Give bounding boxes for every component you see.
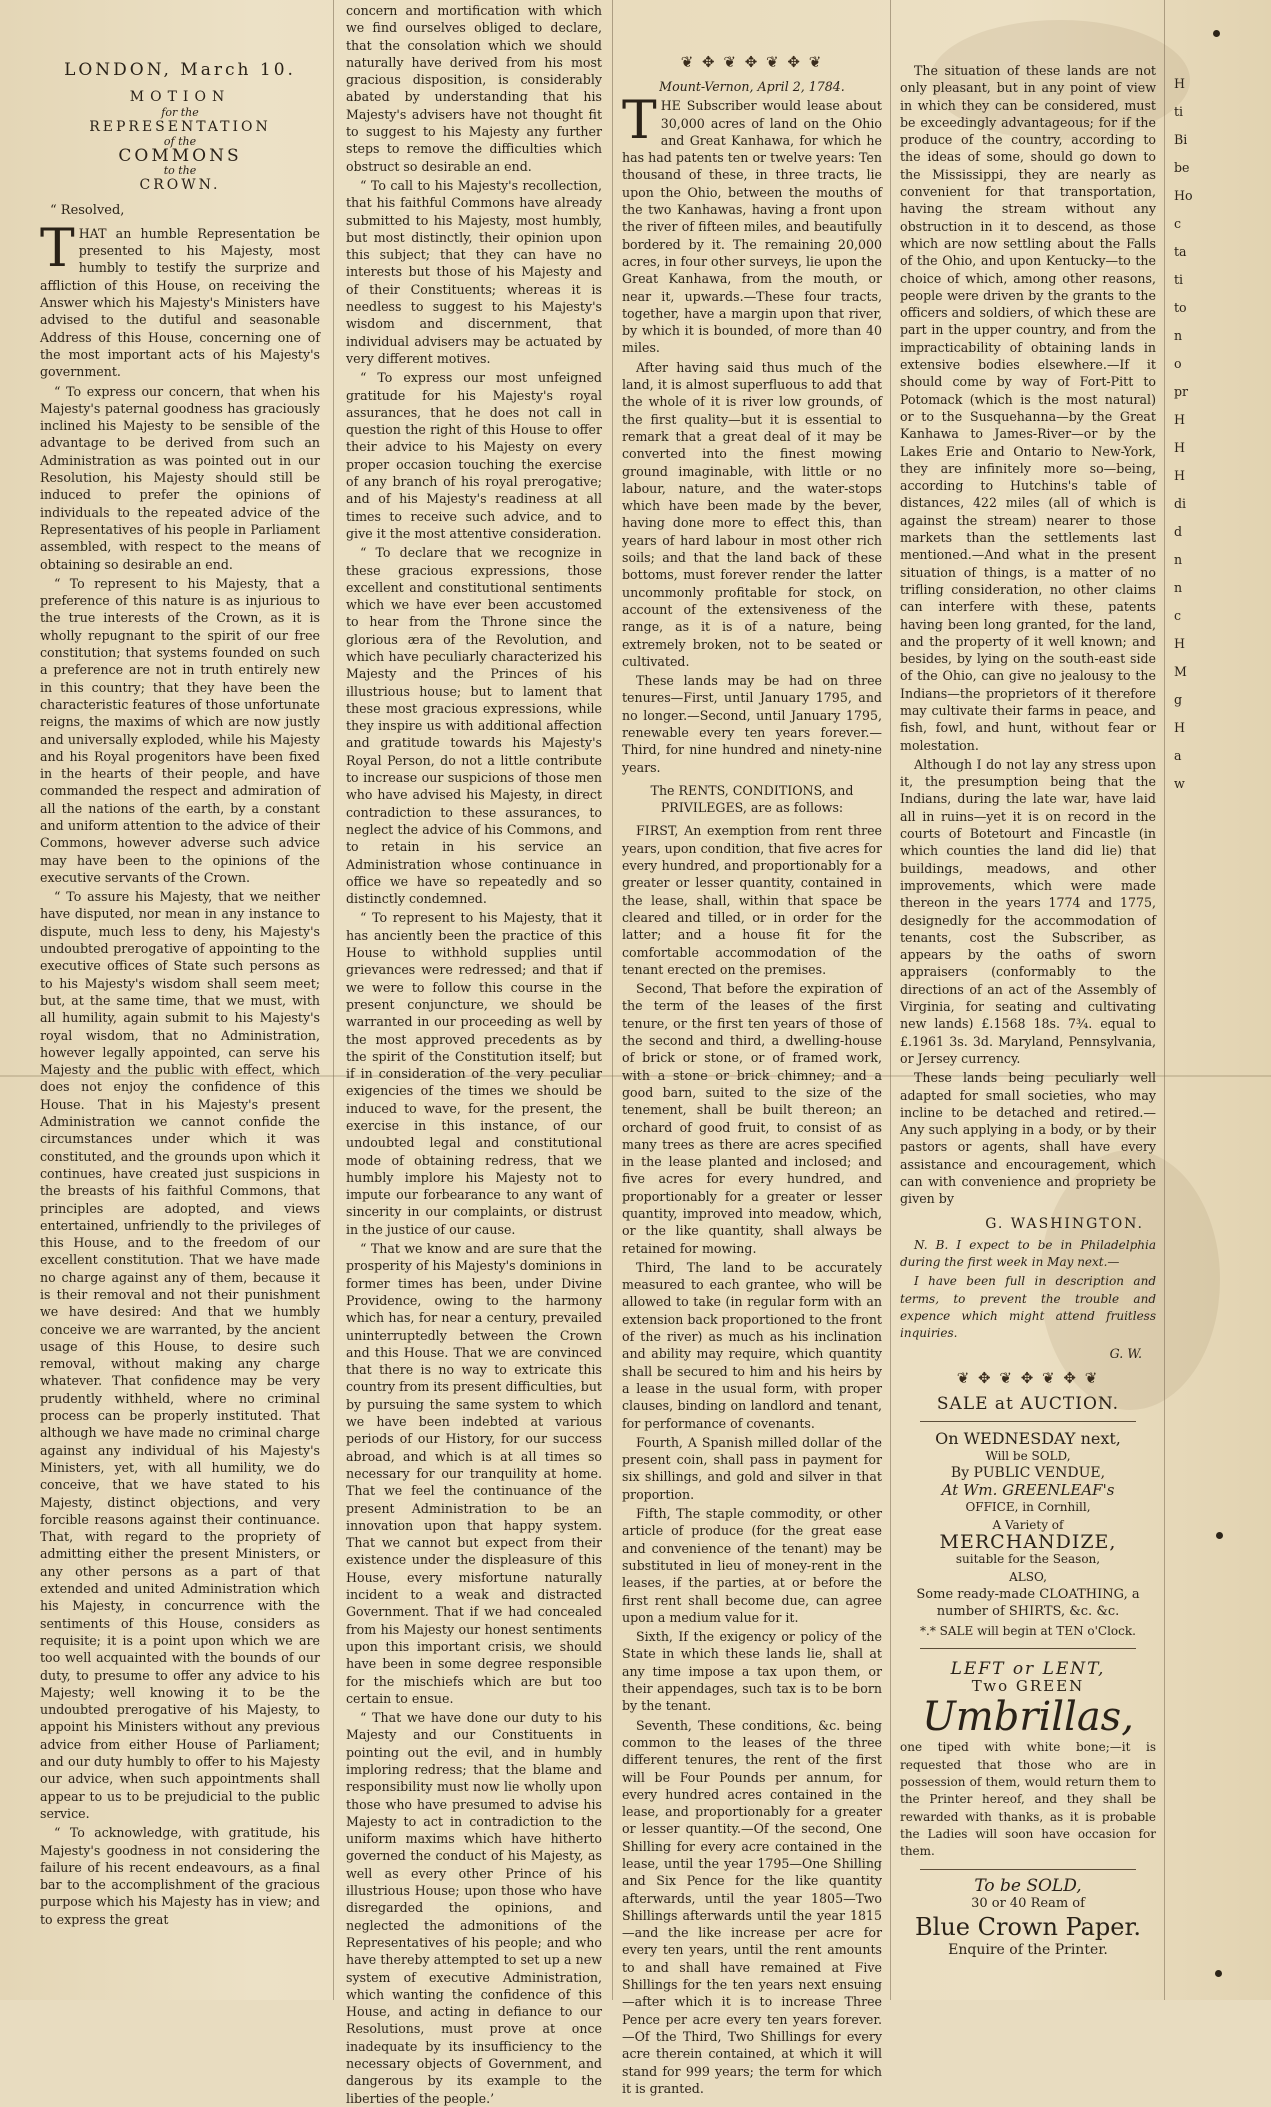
auction-also: ALSO, [1009,1569,1047,1584]
drop-cap: T [40,218,75,279]
nb-signature: G. W. [1109,1345,1142,1361]
resolved: “ Resolved, [50,202,125,218]
signature-washington: G. WASHINGTON. [985,1215,1144,1232]
edge-fragment: ti [1174,104,1184,119]
auction-merchandize: MERCHANDIZE, [939,1531,1117,1554]
paragraph: “ To express our concern, that when his Majesty's paternal goodness has graciously inclined his Majesty to be sensible of the advantage to be derived from such an Administration as was pointed out in our Resolution, his Majesty should still be induced to prefer the opinions of individuals to the repeated advice of the Representatives of his people in Parliament assembled, with respect to the means of obtaining so desirable an end. [40,383,320,572]
dateline-mount-vernon: Mount-Vernon, April 2, 1784. [659,79,845,94]
ream-count: 30 or 40 Ream of [971,1895,1085,1911]
edge-fragment: M [1174,664,1187,679]
ornament-border: ❦ ✥ ❦ ✥ ❦ ✥ ❦ [956,1368,1100,1387]
edge-fragment: ti [1174,272,1184,287]
edge-fragment: g [1174,692,1183,707]
auction-cloathing: Some ready-made CLOATHING, a number of SHIRTS, &c. &c. [916,1586,1140,1620]
auction-suitable: suitable for the Season, [955,1552,1101,1567]
nb-note: I have been full in description and terms, to prevent the trouble and expence which might attend fruitless inquiries. [900,1274,1156,1341]
edge-fragment: n [1174,552,1183,567]
edge-fragment: w [1174,776,1185,791]
edge-fragment: H [1174,636,1185,651]
paragraph: These lands may be had on three tenures—First, until January 1795, and no longer.—Second, until January 1795, renewable every ten years forever.—Third, for nine hundred and ninety-nine years. [622,673,882,775]
ornament-border: ❦ ✥ ❦ ✥ ❦ ✥ ❦ [680,53,824,71]
column-rule [1164,0,1165,2000]
paragraph: THAT an humble Representation be presented to his Majesty, most humbly to testify the surprize and affliction of this House, on receiving the Answer which his Majesty's Ministers have advised to the dutiful and seasonable Address of this House, concerning one of the most important acts of his Majesty's government. [40,218,320,380]
edge-fragment: H [1174,720,1185,735]
edge-fragment: pr [1174,384,1189,399]
edge-fragment: H [1174,468,1185,483]
edge-fragment: H [1174,412,1185,427]
for-the: for the [161,105,199,119]
motion-heading: MOTION [129,89,231,106]
edge-fragment: c [1174,608,1182,623]
edge-fragment: c [1174,216,1182,231]
paragraph: After having said thus much of the land, it is almost superfluous to add that the whole of it is river low grounds, of the first quality—but it is essential to remark that a great deal of it may be converted into the finest mowing ground imaginable, with little or no labour, nature, and the water-stops which have been made by the bever, having done more to effect this, than years of hard labour in most other rich soils; and that the land back of these bottoms, must forever render the latter uncommonly profitable for stock, on account of the extensiveness of the range, as it is of a nature, being extremely broken, not to be seated or cultivated. [622,359,882,669]
commons-heading: COMMONS [118,145,242,166]
edge-fragment: be [1174,160,1190,175]
paragraph: FIRST, An exemption from rent three years, upon condition, that five acres for every hundred, and proportionably for a greater or lesser quantity, contained in the lease, shall, within that space be cleared and tilled, or in order for the latter; and a house fit for the comfortable accommodation of the tenant erected on the premises. [622,823,882,977]
auction-title: SALE at AUCTION. [936,1393,1120,1414]
edge-fragment: o [1174,356,1182,371]
paragraph: concern and mortification with which we find ourselves obliged to declare, that the consolation which we should naturally have derived from his most gracious disposition, is considerably abated by understanding that his Majesty's advisers have not thought fit to suggest to his Majesty any further steps to remove the difficulties which obstruct so desirable an end. [346,3,602,174]
auction-office: At Wm. GREENLEAF's [941,1481,1115,1500]
paragraph: Although I do not lay any stress upon it, the presumption being that the Indians, during the late war, have laid all in ruins—yet it is on record in the courts of Botetourt and Fincastle (in which counties the land did lie) that buildings, meadows, and other improvements, which were made thereon in the years 1774 and 1775, designedly for the accommodation of tenants, cost the Subscriber, as appears by the oaths of sworn appraisers (conformably to the directions of an act of the Assembly of Virginia, for seating and cultivating new lands) £.1568 18s. 7¾. equal to £.1961 3s. 3d. Maryland, Pennsylvania, or Jersey currency. [900,756,1156,1066]
of-the: of the [163,134,197,148]
paragraph: “ To declare that we recognize in these gracious expressions, those excellent and constitutional sentiments which we have ever been accustomed to hear from the Throne since the glorious æra of the Revolution, and which have peculiarly characterized his Majesty and the Princes of his illustrious house; but to lament that these most gracious expressions, while they inspire us with additional affection and gratitude towards his Majesty's Royal Person, do not a little contribute to increase our suspicions of those men who have advised his Majesty, in direct contradiction to these assurances, to neglect the advice of his Commons, and to retain in his service an Administration whose continuance in office we have so repeatedly and so distinctly condemned. [346,545,602,907]
paragraph: Third, The land to be accurately measured to each grantee, who will be allowed to take (in regular form with an extension back proportioned to the front of the river) as much as his inclination and ability may require, which quantity shall be secured to him and his heirs by a lease in the usual form, with proper clauses, binding on landlord and tenant, for performance of covenants. [622,1259,882,1431]
dateline-london: LONDON, March 10. [64,60,296,80]
drop-cap: T [622,91,657,152]
paragraph: “ To assure his Majesty, that we neither have disputed, nor mean in any instance to dispute, much less to deny, his Majesty's undoubted prerogative of appointing to the executive offices of State such persons as to his Majesty's wisdom shall seem meet; but, at the same time, that we must, with all humility, again submit to his Majesty's royal wisdom, that no Administration, however legally appointed, can serve his Majesty and the public with effect, which does not enjoy the confidence of this House. That in his Majesty's present Administration we cannot confide the circumstances under which it was constituted, and the grounds upon which it continues, have created just suspicions in the breasts of his faithful Commons, that principles are adopted, and views entertained, unfriendly to the privileges of this House, and to the freedom of our excellent constitution. That we have made no charge against any of them, because it is their removal and not their punishment we have desired: And that we humbly conceive we are warranted, by the ancient usage of this House, to desire such removal, without making any charge whatever. That confidence may be very prudently withheld, where no criminal process can be properly instituted. That although we have made no criminal charge against any individual of his Majesty's Ministers, yet, with all humility, we do conceive, that we have stated to his Majesty, distinct objections, and very forcible reasons against their continuance. That, with regard to the propriety of admitting either the present Ministers, or any other persons as a part of that extended and united Administration which his Majesty, in concurrence with the sentiments of this House, considers as requisite; it is a point upon which we are too well acquainted with the bounds of our duty, to presume to offer any advice to his Majesty; well knowing it to be the undoubted prerogative of his Majesty, to appoint his Ministers without any previous advice from either House of Parliament; and our duty humbly to offer to his Majesty our advice, when such appointments shall appear to us to be prejudicial to the public service. [40,889,320,1821]
paragraph: These lands being peculiarly well adapted for small societies, who may incline to be detached and retired.—Any such applying in a body, or by their pastors or agents, shall have every assistance and encouragement, which can with convenience and propriety be given by [900,1070,1156,1207]
umbrillas-heading: Umbrillas, [922,1694,1134,1741]
edge-fragment: n [1174,328,1183,343]
paragraph: “ To call to his Majesty's recollection, that his faithful Commons have already submitted to his Majesty, most humbly, but most distinctly, their opinion upon this subject; that they can have no interests but those of his Majesty and of their Constituents; whereas it is needless to suggest to his Majesty's wisdom and discernment, that individual advisers may be actuated by very different motives. [346,177,602,366]
edge-fragment: Bi [1174,132,1188,147]
two-green: Two GREEN [971,1677,1085,1696]
paragraph: “ To represent to his Majesty, that a preference of this nature is as injurious to the true interests of the Crown, as it is wholly repugnant to the spirit of our free constitution; that systems founded on such a preference are not in truth entirely new in this country; that they have been the characteristic features of those unfortunate reigns, the maxims of which are now justly and universally exploded, while his Majesty and his Royal progenitors have been fixed in the hearts of their people, and have commanded the respect and admiration of all the nations of the earth, by a constant and uniform attention to the advice of their Commons, however adverse such advice may have been to the opinions of the executive servants of the Crown. [40,575,320,885]
auction-when: On WEDNESDAY next, [935,1429,1121,1449]
umbrellas-body: one tiped with white bone;—it is requested that those who are in possession of them, would return them to the Printer hereof, and they shall be rewarded with thanks, as it is probable the Ladies will soon have occasion for them. [900,1740,1156,1859]
paragraph: Seventh, These conditions, &c. being common to the leases of the three different tenures, the rent of the first will be Four Pounds per annum, for every hundred acres contained in the lease, and proportionably for a greater or lesser quantity.—Of the second, One Shilling for every acre contained in the lease, until the year 1795—One Shilling and Six Pence for the like quantity afterwards, until the year 1805—Two Shillings afterwards until the year 1815—and the like increase per acre for every ten years, until the rent amounts to and shall have remained at Five Shillings for the ten years next ensuing—after which it is to increase Three Pence per acre every ten years forever.—Of the Third, Two Shillings for every acre therein contained, at which it will stand for 999 years; the term for which it is granted. [622,1717,882,2096]
paragraph: Fifth, The staple commodity, or other article of produce (for the great ease and convenience of the tenant) may be substituted in lieu of money-rent in the leases, if the parties, at or before the first rent shall become due, can agree upon a medium value for it. [622,1506,882,1625]
edge-fragment: a [1174,748,1182,763]
nb-note: N. B. I expect to be in Philadelphia during the first week in May next.— [900,1237,1156,1270]
column-2 [346,0,602,2106]
column-5-partial [1174,0,1271,2070]
column-rule [612,0,613,2000]
paragraph: “ To acknowledge, with gratitude, his Majesty's goodness in not considering the failure of his recent endeavours, as a final bar to the accomplishment of the gracious purpose which his Majesty has in view; and to express the great [40,1825,320,1927]
auction-vendue: By PUBLIC VENDUE, [950,1464,1106,1481]
blue-crown-paper: Blue Crown Paper. [915,1913,1141,1942]
paragraph: “ To express our most unfeigned gratitude for his Majesty's royal assurances, that he does not call in question the right of this House to offer their advice to his Majesty on every proper occasion touching the exercise of any branch of his royal prerogative; and of his Majesty's readiness at all times to receive such advice, and to give it the most attentive consideration. [346,370,602,541]
paragraph: “ That we have done our duty to his Majesty and our Constituents in pointing out the evil, and in humbly imploring redress; that the blame and responsibility must now lie wholly upon those who have presumed to advise his Majesty to act in contradiction to the uniform maxims which have hitherto governed the conduct of his Majesty, as well as every other Prince of his illustrious House; upon those who have disregarded the opinions, and neglected the admonitions of the Representatives of his people; and who have thereby attempted to set up a new system of executive Administration, which wanting the confidence of this House, and acting in defiance to our Resolutions, must prove at once inadequate by its insufficiency to the necessary objects of Government, and dangerous by its example to the liberties of the people.’ [346,1710,602,2106]
crown-heading: CROWN. [139,176,221,193]
edge-fragment: d [1174,524,1183,539]
edge-fragment: H [1174,76,1185,91]
paragraph: THE Subscriber would lease about 30,000 acres of land on the Ohio and Great Kanhawa, for which he has had patents ten or twelve years: Ten thousand of these, in three tracts, lie upon the Ohio, between the mouths of the two Kanhawas, having a front upon the river of fifteen miles, and beautifully bordered by it. The remaining 20,000 acres, in four other surveys, lie upon the Great Kanhawa, from the mouth, or near it, upwards.—These four tracts, together, have a margin upon that river, by which it is bounded, of more than 40 miles. [622,91,883,356]
column-3 [622,0,883,2096]
column-4 [900,0,1156,2000]
divider [920,1648,1136,1649]
divider [920,1421,1136,1422]
enquire-printer: Enquire of the Printer. [948,1942,1108,1959]
column-rule [890,0,891,2000]
auction-begin: *.* SALE will begin at TEN o'Clock. [920,1623,1136,1638]
paragraph: Sixth, If the exigency or policy of the State in which these lands lie, shall at any time impose a tax upon them, or their appendages, such tax is to be born by the tenant. [622,1629,882,1714]
paragraph: Second, That before the expiration of the term of the leases of the first tenure, or the first ten years of those of the second and third, a dwelling-house of brick or stone, or of framed work, with a stone or brick chimney; and a good barn, suited to the size of the tenement, shall be built thereon; an orchard of good fruit, to consist of as many trees as there are acres specified in the lease planted and inclosed; and five acres for every hundred, and proportionably for a greater or lesser quantity, improved into meadow, which, or the like quantity, shall always be retained for mowing. [622,981,882,1256]
auction-variety: A Variety of [992,1517,1064,1532]
auction-will-be-sold: Will be SOLD, [985,1448,1071,1463]
edge-fragment: H [1174,440,1185,455]
paragraph: “ To represent to his Majesty, that it has anciently been the practice of this House to withhold supplies until grievances were redressed; and that if we were to follow this course in the present conjuncture, we should be warranted in our proceeding as well by the most approved precedents as by the spirit of the Constitution itself; but if in consideration of the very peculiar exigencies of the times we should be induced to wave, for the present, the exercise in this instance, of our undoubted legal and constitutional mode of obtaining redress, that we humbly implore his Majesty not to impute our forbearance to any want of sincerity in our complaints, or distrust in the justice of our cause. [346,910,602,1237]
paragraph: The situation of these lands are not only pleasant, but in any point of view in which they can be considered, must be exceedingly advantageous; for if the produce of the country, according to the ideas of some, should go down to the Mississippi, they are nearly as convenient for that transportation, having the stream without any obstruction in it to descend, as those which are now settling about the Falls of the Ohio, and upon Kentucky—to the choice of which, among other reasons, people were driven by the grants to the officers and soldiers, of which these are part in the upper country, and from the impracticability of obtaining lands in extensive bodies elsewhere.—If it should come by way of Fort-Pitt to Potomack (which is the most natural) or to the Susquehanna—by the Great Kanhawa to James-River—or by the Lakes Erie and Ontario to New-York, they are infinitely more so—being, according to Hutchins's table of distances, 422 miles (all of which is against the stream) nearer to those markets than the settlements last mentioned.—And what in the present situation of things, is a matter of no trifling consideration, no other claims can interfere with these, patents having been long granted, for the land, and the property of it well known; and besides, by lying on the south-east side of the Ohio, can give no jealousy to the Indians—the proprietors of it therefore may cultivate their farms in peace, and fish, fowl, and hunt, without fear or molestation. [900,63,1156,753]
representation-heading: REPRESENTATION [89,118,271,135]
paragraph: “ That we know and are sure that the prosperity of his Majesty's dominions in former times has been, under Divine Providence, owing to the harmony which has, for near a century, prevailed uninterruptedly between the Crown and this House. That we are convinced that there is no way to extricate this country from its present difficulties, but by pursuing the same system to which we have been indebted at various periods of our History, for our success abroad, and which is at all times so necessary for our tranquility at home. That we feel the continuance of the present Administration to be an innovation upon that happy system. That we cannot but expect from their existence under the displeasure of this House, every misfortune naturally incident to a weak and distracted Government. That if we had concealed from his Majesty our honest sentiments upon this important crisis, we should have been in some degree responsible for the mischiefs which are but too certain to ensue. [346,1241,602,1706]
edge-fragment: Ho [1174,188,1193,203]
paragraph: Fourth, A Spanish milled dollar of the present coin, shall pass in payment for six shillings, and gold and silver in that proportion. [622,1434,882,1502]
auction-office-location: OFFICE, in Cornhill, [965,1500,1091,1515]
to-be-sold: To be SOLD, [974,1875,1082,1896]
left-or-lent: LEFT or LENT, [950,1658,1106,1679]
edge-letters [1174,70,1271,798]
column-1 [40,0,320,2000]
edge-fragment: to [1174,300,1187,315]
divider [920,1869,1136,1870]
rents-heading: The RENTS, CONDITIONS, and PRIVILEGES, are as follows: [650,782,854,816]
column-rule [333,0,334,2000]
edge-fragment: di [1174,496,1187,511]
to-the: to the [163,163,197,177]
edge-fragment: ta [1174,244,1187,259]
edge-fragment: n [1174,580,1183,595]
